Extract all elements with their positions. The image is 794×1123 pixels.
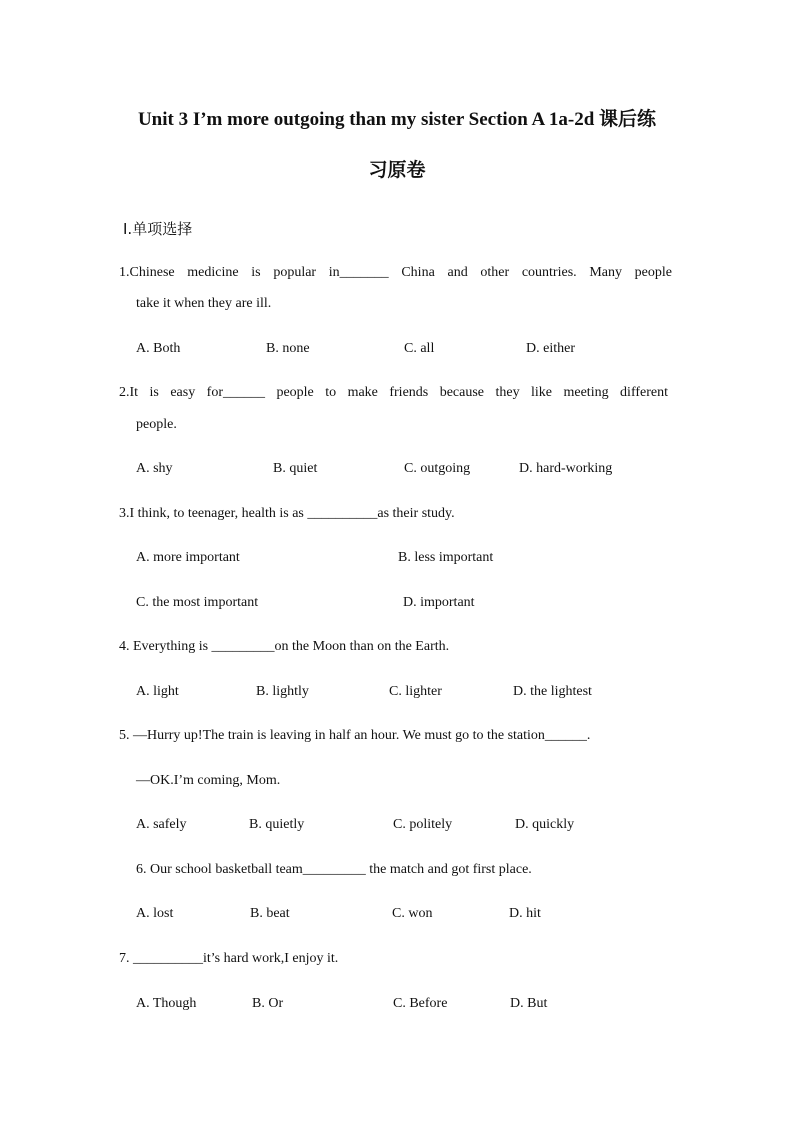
question-2-option-b: B. quiet — [273, 461, 318, 476]
question-3-option-d: D. important — [403, 595, 475, 610]
question-5-option-d: D. quickly — [515, 817, 575, 832]
question-2-stem-continued: people. — [136, 417, 177, 432]
question-3-option-c: C. the most important — [136, 595, 259, 610]
question-1-option-a: A. Both — [136, 341, 181, 356]
question-5-option-a: A. safely — [136, 817, 187, 832]
question-1-stem: 1.Chinese medicine is popular in_______ China and other countries. Many people — [119, 265, 672, 280]
question-1-stem-continued: take it when they are ill. — [136, 296, 272, 311]
question-4-option-d: D. the lightest — [513, 684, 592, 699]
question-4-option-a: A. light — [136, 684, 179, 699]
question-1-option-b: B. none — [266, 341, 310, 356]
question-7-stem: 7. __________it’s hard work,I enjoy it. — [119, 951, 339, 966]
question-7-option-b: B. Or — [252, 996, 284, 1011]
question-2-stem: 2.It is easy for______ people to make friends because they like meeting different — [119, 385, 668, 400]
question-6-stem: 6. Our school basketball team_________ the match and got first place. — [136, 862, 532, 877]
section-heading: Ⅰ.单项选择 — [123, 220, 193, 238]
question-7-option-d: D. But — [510, 996, 548, 1011]
question-5-option-b: B. quietly — [249, 817, 305, 832]
question-6-option-d: D. hit — [509, 906, 541, 921]
question-6-option-a: A. lost — [136, 906, 174, 921]
document-title-line-2: 习原卷 — [368, 160, 426, 181]
question-7-option-a: A. Though — [136, 996, 197, 1011]
question-4-option-c: C. lighter — [389, 684, 442, 699]
question-3-stem: 3.I think, to teenager, health is as __________as their study. — [119, 506, 455, 521]
question-5-option-c: C. politely — [393, 817, 453, 832]
question-1-option-d: D. either — [526, 341, 575, 356]
question-5-reply: —OK.I’m coming, Mom. — [136, 773, 281, 788]
question-6-option-b: B. beat — [250, 906, 290, 921]
question-3-option-a: A. more important — [136, 550, 240, 565]
question-6-option-c: C. won — [392, 906, 433, 921]
question-1-option-c: C. all — [404, 341, 435, 356]
question-2-option-c: C. outgoing — [404, 461, 471, 476]
question-4-stem: 4. Everything is _________on the Moon than on the Earth. — [119, 639, 450, 654]
question-5-stem: 5. —Hurry up!The train is leaving in half an hour. We must go to the station______. — [119, 728, 591, 743]
question-2-option-d: D. hard-working — [519, 461, 613, 476]
question-7-option-c: C. Before — [393, 996, 448, 1011]
question-2-option-a: A. shy — [136, 461, 173, 476]
question-4-option-b: B. lightly — [256, 684, 309, 699]
document-title-line-1: Unit 3 I’m more outgoing than my sister Section A 1a-2d 课后练 — [137, 109, 657, 130]
question-3-option-b: B. less important — [398, 550, 494, 565]
